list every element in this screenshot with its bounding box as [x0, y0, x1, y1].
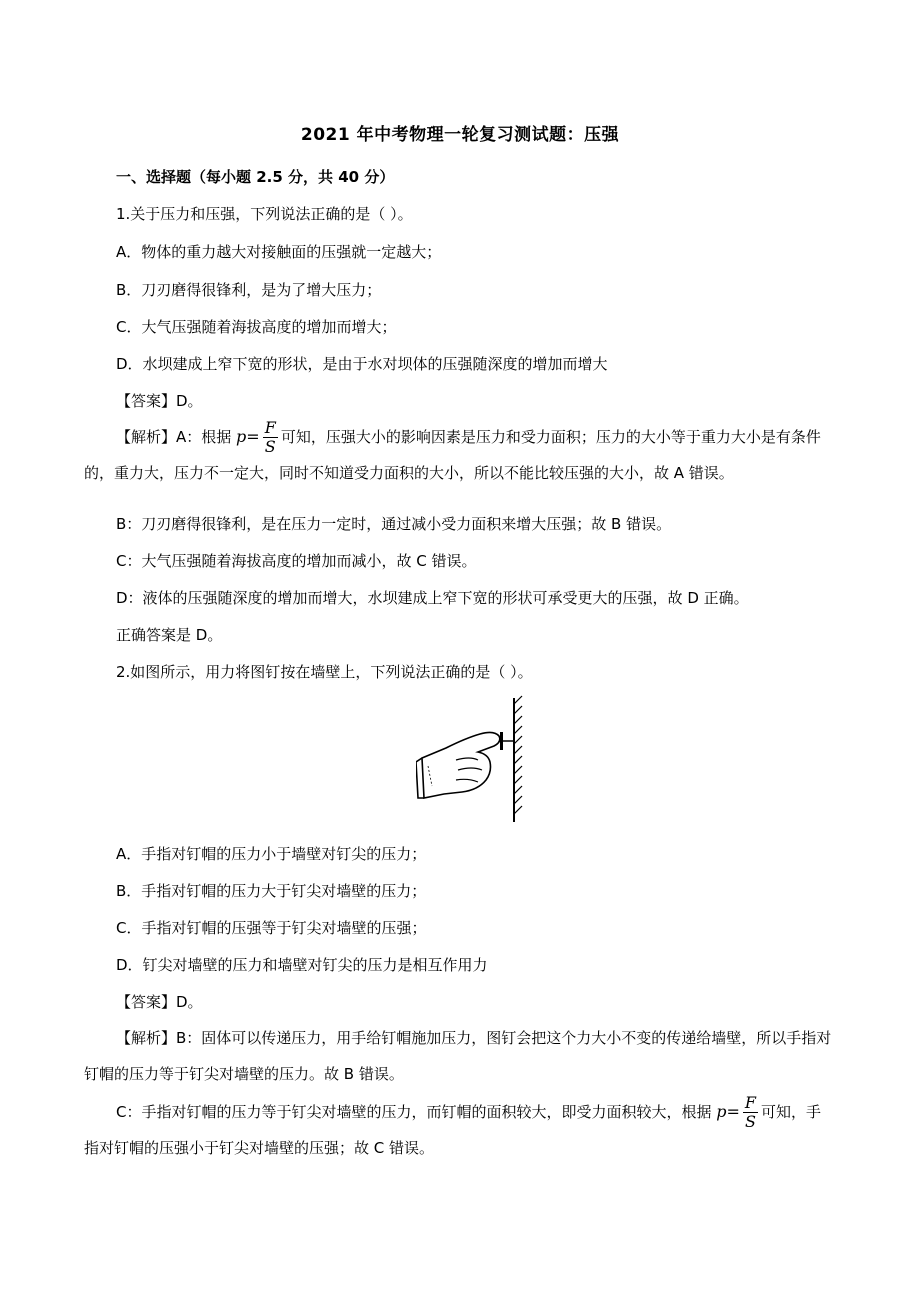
q2-option-d: D．钉尖对墙壁的压力和墙壁对钉尖的压力是相互作用力: [116, 956, 488, 974]
formula-p-2: p: [716, 1102, 727, 1121]
pressure-fraction-2: [743, 1095, 758, 1130]
q2-stem: 2.如图所示，用力将图钉按在墙壁上，下列说法正确的是（ ）。: [116, 663, 533, 681]
fraction-denominator-2: S: [744, 1112, 756, 1131]
q2-analysis-b-text: 【解析】B：固体可以传递压力，用手给钉帽施加压力，图钉会把这个力大小不变的传递给墙壁，所以手指对钉帽的压力等于钉尖对墙壁的压力。故 B 错误。: [84, 1029, 832, 1083]
q1-stem: 1.关于压力和压强，下列说法正确的是（ ）。: [116, 205, 413, 223]
q1-analysis-a: [84, 419, 836, 491]
q2-analysis-b: [84, 1020, 836, 1092]
q1-option-d: D．水坝建成上窄下宽的形状，是由于水对坝体的压强随深度的增加而增大: [116, 355, 608, 373]
q2-option-a: A．手指对钉帽的压力小于墙壁对钉尖的压力；: [116, 845, 427, 863]
q1-option-a: A．物体的重力越大对接触面的压强就一定越大；: [116, 243, 442, 261]
q2-option-c: C．手指对钉帽的压强等于钉尖对墙壁的压强；: [116, 919, 427, 937]
formula-p: p: [236, 427, 247, 446]
q2-answer: 【答案】D。: [116, 993, 203, 1011]
q2-analysis-c-post: 可知，手指对钉帽的压强小于钉尖对墙壁的压强；故 C 错误。: [84, 1103, 822, 1157]
page-title: 2021 年中考物理一轮复习测试题：压强: [300, 125, 620, 145]
q2-analysis-c-pre: C：手指对钉帽的压力等于钉尖对墙壁的压力，而钉帽的面积较大，即受力面积较大，根据: [116, 1103, 712, 1121]
q1-answer: 【答案】D。: [116, 392, 203, 410]
q1-analysis-a-post: 可知，压强大小的影响因素是压力和受力面积；压力的大小等于重力大小是有条件的，重力大，压力不一定大，同时不知道受力面积的大小，所以不能比较压强的大小，故 A 错误。: [84, 428, 821, 482]
q1-conclusion: 正确答案是 D。: [116, 626, 223, 644]
q2-option-b: B．手指对钉帽的压力大于钉尖对墙壁的压力；: [116, 882, 427, 900]
fraction-denominator: S: [264, 437, 276, 456]
thumb-pressing-pin-icon: [416, 694, 536, 824]
pressure-fraction: [263, 420, 278, 455]
section-heading: 一、选择题（每小题 2.5 分，共 40 分）: [116, 168, 395, 186]
q1-analysis-a-pre: 【解析】A：根据: [116, 428, 232, 446]
q2-analysis-c: [84, 1094, 836, 1166]
fraction-numerator: F: [264, 418, 276, 437]
formula-eq-2: =: [726, 1102, 740, 1121]
q1-option-c: C．大气压强随着海拔高度的增加而增大；: [116, 318, 397, 336]
q1-analysis-d: D：液体的压强随深度的增加而增大，水坝建成上窄下宽的形状可承受更大的压强，故 D 正确。: [116, 589, 749, 607]
formula-eq: =: [246, 427, 260, 446]
q1-analysis-c: C：大气压强随着海拔高度的增加而减小，故 C 错误。: [116, 552, 477, 570]
fraction-numerator-2: F: [744, 1093, 757, 1112]
q1-analysis-b: B：刀刃磨得很锋利，是在压力一定时，通过减小受力面积来增大压强；故 B 错误。: [116, 515, 672, 533]
q1-option-b: B．刀刃磨得很锋利，是为了增大压力；: [116, 281, 382, 299]
